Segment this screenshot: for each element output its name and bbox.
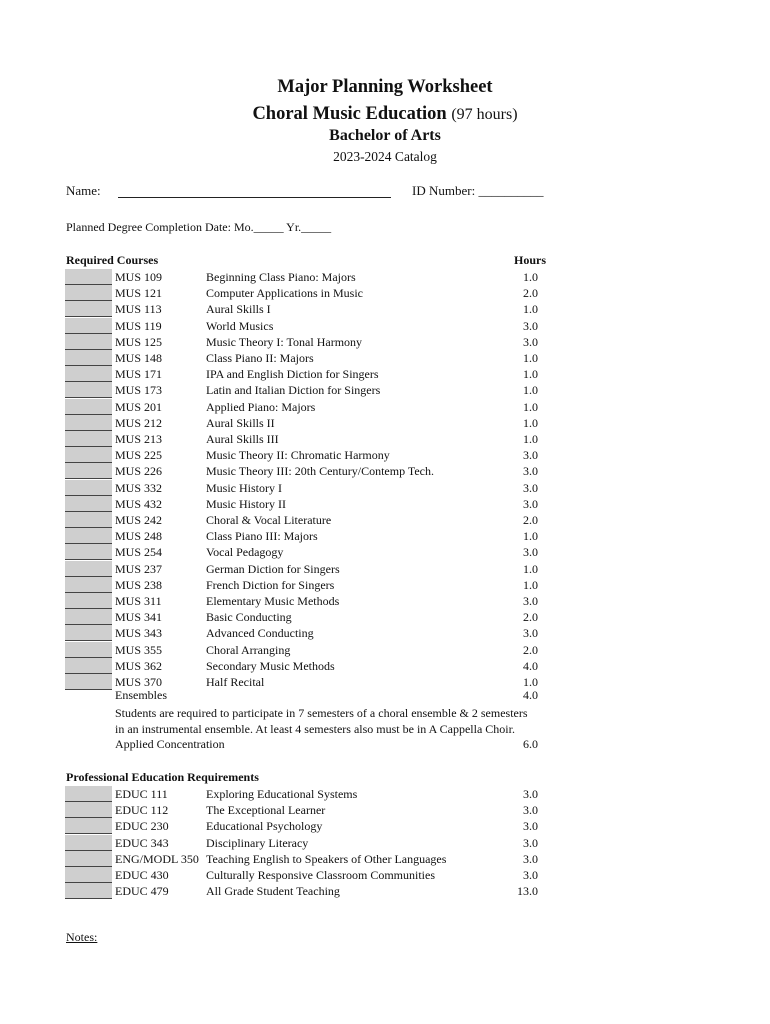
course-check-box[interactable] [65,786,112,802]
course-code: MUS 370 [115,675,163,689]
course-code: MUS 355 [115,642,163,657]
course-hours: 3.0 [523,819,538,834]
course-name: Music Theory I: Tonal Harmony [206,334,363,349]
course-name: Educational Psychology [206,819,323,834]
course-code: MUS 225 [115,448,163,463]
course-check-box[interactable] [65,366,112,382]
course-hours: 2.0 [523,642,538,657]
course-code: MUS 238 [115,577,163,592]
course-hours: 13.0 [517,884,538,899]
course-name: IPA and English Diction for Singers [206,367,379,382]
course-check-box[interactable] [65,818,112,834]
course-name: Disciplinary Literacy [206,835,309,850]
course-hours: 3.0 [523,594,538,608]
course-code: EDUC 479 [115,884,169,899]
course-hours: 3.0 [523,787,538,801]
course-code: MUS 237 [115,561,163,576]
course-name: Music Theory III: 20th Century/Contemp Tech. [206,464,435,479]
program-hours: (97 hours) [451,106,518,123]
course-hours: 1.0 [523,561,538,576]
course-hours: 2.0 [523,286,538,301]
course-row [0,577,770,593]
course-check-box[interactable] [65,512,112,528]
course-name: Basic Conducting [206,610,292,625]
course-check-box[interactable] [65,496,112,512]
degree-title: Bachelor of Arts [329,127,441,144]
course-code: MUS 343 [115,626,163,641]
course-name: The Exceptional Learner [206,803,326,818]
course-name: Half Recital [206,675,265,689]
course-check-box[interactable] [65,318,112,334]
course-check-box[interactable] [65,609,112,625]
course-name: Exploring Educational Systems [206,787,358,801]
course-row [0,463,770,479]
professional-education-heading: Professional Education Requirements [66,770,259,784]
course-name: Computer Applications in Music [206,286,363,301]
course-row [0,318,770,334]
course-hours: 2.0 [523,513,538,527]
name-label: Name: [66,183,101,198]
course-hours: 3.0 [523,851,538,866]
course-row [0,544,770,560]
course-row [0,625,770,641]
course-row [0,802,770,818]
course-row [0,851,770,867]
program-name: Choral Music Education [252,104,447,124]
course-name: Choral & Vocal Literature [206,513,332,527]
course-check-box[interactable] [65,285,112,301]
course-code: MUS 125 [115,334,163,349]
course-name: Culturally Responsive Classroom Communities [206,868,435,882]
course-code: MUS 332 [115,480,163,495]
course-hours: 1.0 [523,302,538,317]
course-hours: 3.0 [523,868,538,882]
course-row [0,382,770,398]
catalog-year: 2023-2024 Catalog [333,149,437,164]
course-check-box[interactable] [65,802,112,818]
course-check-box[interactable] [65,480,112,496]
completion-date-line[interactable]: Planned Degree Completion Date: Mo._____ Yr._____ [66,220,332,234]
course-check-box[interactable] [65,431,112,447]
course-code: MUS 362 [115,658,163,673]
course-row [0,593,770,609]
course-check-box[interactable] [65,577,112,593]
course-hours: 3.0 [523,480,538,495]
course-code: MUS 109 [115,270,163,284]
program-title [0,104,770,125]
course-row [0,609,770,625]
course-code: MUS 248 [115,529,163,544]
course-check-box[interactable] [65,625,112,641]
course-name: French Diction for Singers [206,577,335,592]
course-hours: 3.0 [523,448,538,463]
course-row [0,334,770,350]
course-hours: 4.0 [523,658,538,673]
course-check-box[interactable] [65,528,112,544]
course-row [0,480,770,496]
course-name: World Musics [206,318,274,333]
course-code: MUS 121 [115,286,163,301]
course-check-box[interactable] [65,561,112,577]
course-check-box[interactable] [65,334,112,350]
course-check-box[interactable] [65,399,112,415]
course-row [0,350,770,366]
course-hours: 1.0 [523,367,538,382]
course-hours: 3.0 [523,318,538,333]
course-check-box[interactable] [65,851,112,867]
course-row [0,835,770,851]
course-code: MUS 148 [115,351,163,365]
course-code: MUS 254 [115,545,163,560]
course-check-box[interactable] [65,382,112,398]
course-name: All Grade Student Teaching [206,884,340,899]
ensembles-note-line-1: Students are required to participate in 7 semesters of a choral ensemble & 2 semesters [115,706,528,720]
course-hours: 1.0 [523,529,538,544]
course-check-box[interactable] [65,642,112,658]
course-code: MUS 119 [115,318,162,333]
course-row [0,399,770,415]
course-check-box[interactable] [65,835,112,851]
course-hours: 1.0 [523,270,538,284]
course-code: MUS 341 [115,610,163,625]
course-name: Choral Arranging [206,642,291,657]
course-name: Advanced Conducting [206,626,314,641]
course-row [0,818,770,834]
course-check-box[interactable] [65,415,112,431]
course-hours: 3.0 [523,334,538,349]
course-name: Beginning Class Piano: Majors [206,270,356,284]
course-hours: 2.0 [523,610,538,625]
course-check-box[interactable] [65,269,112,285]
course-code: MUS 212 [115,415,163,430]
id-number-label [412,183,543,199]
course-hours: 3.0 [523,835,538,850]
course-name: German Diction for Singers [206,561,340,576]
hours-heading: Hours [513,253,546,267]
course-check-box[interactable] [65,301,112,317]
course-row [0,496,770,512]
ensembles-label: Ensembles [115,688,167,702]
applied-concentration-hours: 6.0 [523,737,538,751]
course-check-box[interactable] [65,883,112,899]
course-hours: 1.0 [523,675,538,689]
course-name: Teaching English to Speakers of Other Languages [206,851,447,866]
course-check-box[interactable] [65,674,112,690]
course-row [0,561,770,577]
course-code: ENG/MODL 350 [115,851,199,866]
required-courses-heading: Required Courses [66,253,159,267]
course-name: Vocal Pedagogy [206,545,284,560]
course-check-box[interactable] [65,867,112,883]
course-check-box[interactable] [65,350,112,366]
course-name: Music History II [206,496,286,511]
course-check-box[interactable] [65,593,112,609]
course-name: Latin and Italian Diction for Singers [206,383,381,398]
course-code: EDUC 111 [115,787,168,801]
course-hours: 3.0 [523,803,538,818]
course-name: Class Piano II: Majors [206,351,314,365]
course-name: Elementary Music Methods [206,594,340,608]
course-row [0,431,770,447]
course-name: Music Theory II: Chromatic Harmony [206,448,390,463]
course-hours: 1.0 [523,415,538,430]
course-name: Applied Piano: Majors [206,399,316,414]
course-name: Music History I [206,480,282,495]
ensembles-note-line-2: in an instrumental ensemble. At least 4 semesters also must be in A Cappella Choir. [115,722,515,736]
course-hours: 3.0 [523,496,538,511]
course-row [0,301,770,317]
applied-concentration-label: Applied Concentration [115,737,225,751]
course-row [0,528,770,544]
course-hours: 1.0 [523,351,538,365]
course-code: MUS 242 [115,513,163,527]
course-name: Aural Skills I [206,302,271,317]
course-code: MUS 171 [115,367,163,382]
course-code: EDUC 343 [115,835,169,850]
course-check-box[interactable] [65,463,112,479]
id-number-text: ID Number: [412,183,476,198]
course-row [0,415,770,431]
course-hours: 1.0 [523,383,538,398]
course-row [0,285,770,301]
course-name: Aural Skills III [206,432,279,446]
course-hours: 1.0 [523,432,538,446]
course-code: EDUC 430 [115,868,169,882]
ensembles-hours: 4.0 [523,688,538,702]
course-code: MUS 113 [115,302,162,317]
course-row [0,867,770,883]
course-code: MUS 213 [115,432,163,446]
course-hours: 3.0 [523,464,538,479]
course-check-box[interactable] [65,447,112,463]
course-code: EDUC 112 [115,803,169,818]
course-row [0,658,770,674]
course-code: MUS 173 [115,383,163,398]
course-check-box[interactable] [65,544,112,560]
id-number-field[interactable]: __________ [478,183,544,198]
course-row [0,269,770,285]
course-check-box[interactable] [65,658,112,674]
course-code: MUS 432 [115,496,163,511]
course-row [0,447,770,463]
course-hours: 1.0 [523,577,538,592]
course-code: MUS 201 [115,399,163,414]
course-name: Class Piano III: Majors [206,529,318,544]
course-row [0,512,770,528]
name-field[interactable] [118,183,391,198]
course-hours: 3.0 [523,626,538,641]
course-code: EDUC 230 [115,819,169,834]
course-name: Aural Skills II [206,415,275,430]
course-hours: 3.0 [523,545,538,560]
course-row [0,642,770,658]
notes-label: Notes: [66,930,98,944]
course-row [0,786,770,802]
course-row [0,883,770,899]
course-name: Secondary Music Methods [206,658,335,673]
course-code: MUS 226 [115,464,163,479]
course-code: MUS 311 [115,594,162,608]
course-hours: 1.0 [523,399,538,414]
worksheet-title: Major Planning Worksheet [277,77,493,97]
course-row [0,366,770,382]
